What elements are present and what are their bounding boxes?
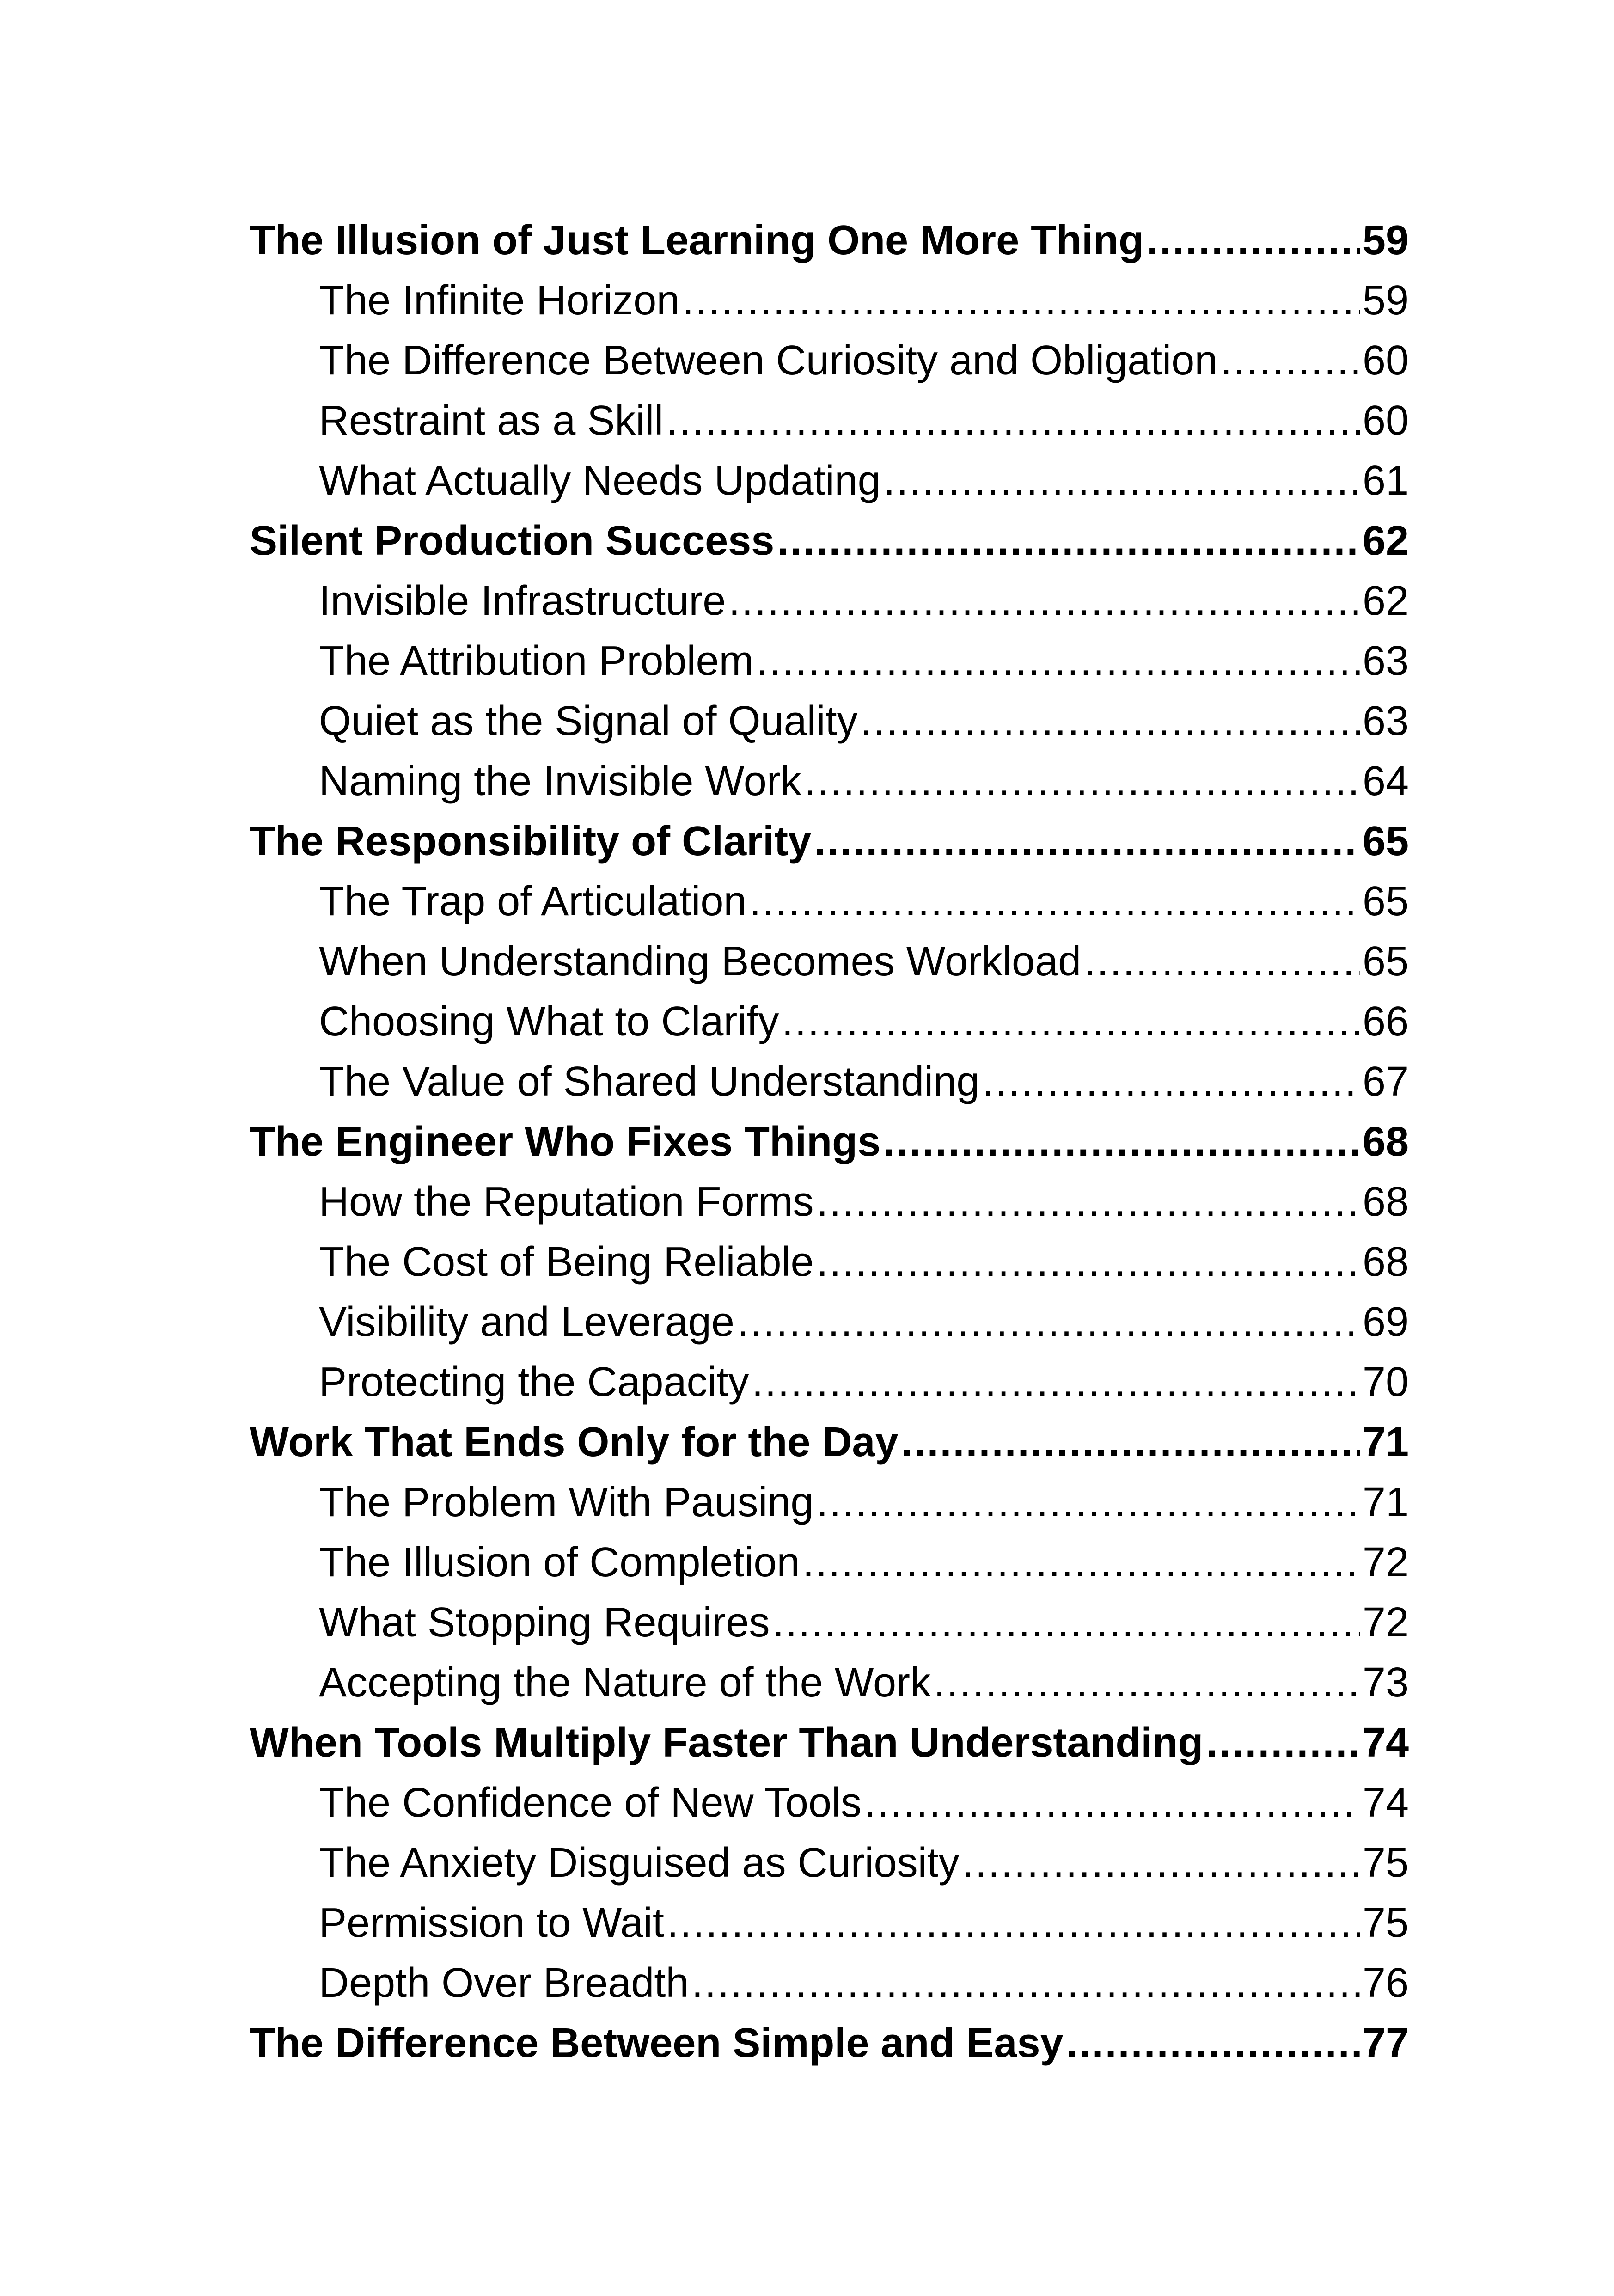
dot-leader [814,811,1360,871]
toc-entry-title: The Attribution Problem [319,638,754,684]
toc-entry-page-number: 60 [1362,337,1409,384]
toc-section-entry [250,1773,1409,1833]
dot-leader [864,1773,1360,1833]
dot-leader [1147,210,1360,270]
toc-entry-page-number: 75 [1362,1840,1409,1886]
toc-entry-page-number: 71 [1362,1419,1409,1465]
toc-chapter-entry [250,2013,1409,2073]
toc-section-entry [250,1352,1409,1412]
toc-entry-title: The Confidence of New Tools [319,1780,862,1826]
toc-entry-title: Accepting the Nature of the Work [319,1659,931,1706]
dot-leader [803,1532,1360,1592]
dot-leader [728,571,1360,631]
toc-entry-title: Choosing What to Clarify [319,998,779,1045]
toc-section-entry [250,1172,1409,1232]
toc-entry-title: The Difference Between Curiosity and Obligation [319,337,1218,384]
toc-entry-page-number: 73 [1362,1659,1409,1706]
toc-entry-title: Work That Ends Only for the Day [250,1419,899,1465]
toc-entry-page-number: 65 [1362,878,1409,925]
dot-leader [1084,931,1360,992]
toc-chapter-entry [250,1112,1409,1172]
toc-chapter-entry [250,511,1409,571]
dot-leader [816,1472,1359,1532]
dot-leader [691,1953,1359,2013]
toc-entry-page-number: 60 [1362,398,1409,444]
toc-section-entry [250,391,1409,451]
toc-entry-title: The Responsibility of Clarity [250,818,812,864]
dot-leader [1066,2013,1360,2073]
toc-entry-title: How the Reputation Forms [319,1179,814,1225]
toc-chapter-entry [250,210,1409,270]
toc-entry-page-number: 67 [1362,1059,1409,1105]
dot-leader [1206,1713,1360,1773]
toc-entry-title: The Value of Shared Understanding [319,1059,980,1105]
toc-entry-page-number: 77 [1362,2020,1409,2066]
dot-leader [804,751,1360,811]
toc-entry-page-number: 59 [1362,217,1409,263]
toc-section-entry [250,331,1409,391]
toc-section-entry [250,1292,1409,1352]
dot-leader [861,691,1360,751]
toc-section-entry [250,751,1409,811]
toc-chapter-entry [250,1713,1409,1773]
toc-entry-page-number: 68 [1362,1119,1409,1165]
dot-leader [816,1172,1359,1232]
toc-entry-title: Restraint as a Skill [319,398,664,444]
toc-chapter-entry [250,1412,1409,1472]
toc-entry-page-number: 71 [1362,1479,1409,1525]
toc-entry-page-number: 61 [1362,458,1409,504]
toc-section-entry [250,992,1409,1052]
toc-entry-title: The Problem With Pausing [319,1479,814,1525]
toc-section-entry [250,1833,1409,1893]
toc-section-entry [250,1653,1409,1713]
toc-entry-page-number: 68 [1362,1239,1409,1285]
toc-entry-title: When Understanding Becomes Workload [319,938,1082,985]
toc-entry-page-number: 62 [1362,518,1409,564]
toc-section-entry [250,1893,1409,1953]
toc-section-entry [250,1532,1409,1592]
toc-entry-page-number: 65 [1362,818,1409,864]
table-of-contents [250,210,1409,2073]
dot-leader [682,270,1360,331]
toc-entry-title: Permission to Wait [319,1900,664,1946]
toc-entry-title: The Cost of Being Reliable [319,1239,814,1285]
toc-entry-title: The Engineer Who Fixes Things [250,1119,881,1165]
toc-entry-title: The Trap of Articulation [319,878,747,925]
dot-leader [777,511,1360,571]
dot-leader [782,992,1359,1052]
toc-section-entry [250,1592,1409,1653]
dot-leader [982,1052,1360,1112]
toc-section-entry [250,1472,1409,1532]
toc-entry-page-number: 63 [1362,698,1409,744]
toc-entry-title: The Illusion of Completion [319,1539,800,1586]
toc-section-entry [250,1052,1409,1112]
toc-section-entry [250,451,1409,511]
toc-entry-page-number: 75 [1362,1900,1409,1946]
dot-leader [667,1893,1360,1953]
toc-entry-page-number: 68 [1362,1179,1409,1225]
toc-section-entry [250,1232,1409,1292]
toc-entry-page-number: 74 [1362,1780,1409,1826]
dot-leader [752,1352,1360,1412]
toc-entry-title: Protecting the Capacity [319,1359,749,1405]
dot-leader [901,1412,1360,1472]
toc-section-entry [250,931,1409,992]
toc-section-entry [250,270,1409,331]
dot-leader [737,1292,1360,1352]
toc-section-entry [250,691,1409,751]
toc-entry-title: What Actually Needs Updating [319,458,881,504]
toc-entry-page-number: 74 [1362,1720,1409,1766]
toc-entry-page-number: 72 [1362,1539,1409,1586]
dot-leader [884,451,1360,511]
dot-leader [666,391,1360,451]
toc-entry-page-number: 76 [1362,1960,1409,2006]
toc-entry-page-number: 70 [1362,1359,1409,1405]
toc-section-entry [250,631,1409,691]
dot-leader [962,1833,1360,1893]
toc-entry-page-number: 69 [1362,1299,1409,1345]
toc-entry-page-number: 63 [1362,638,1409,684]
toc-entry-page-number: 72 [1362,1599,1409,1646]
toc-entry-title: The Anxiety Disguised as Curiosity [319,1840,960,1886]
toc-entry-page-number: 59 [1362,277,1409,324]
dot-leader [934,1653,1360,1713]
dot-leader [817,1232,1360,1292]
dot-leader [883,1112,1360,1172]
toc-entry-page-number: 65 [1362,938,1409,985]
toc-entry-title: The Infinite Horizon [319,277,680,324]
toc-entry-page-number: 62 [1362,578,1409,624]
toc-entry-title: The Illusion of Just Learning One More Thing [250,217,1144,263]
toc-section-entry [250,1953,1409,2013]
toc-section-entry [250,571,1409,631]
toc-entry-title: Quiet as the Signal of Quality [319,698,858,744]
toc-entry-title: Visibility and Leverage [319,1299,734,1345]
toc-entry-title: The Difference Between Simple and Easy [250,2020,1064,2066]
dot-leader [756,631,1359,691]
toc-entry-title: What Stopping Requires [319,1599,770,1646]
toc-section-entry [250,871,1409,931]
toc-entry-page-number: 64 [1362,758,1409,804]
dot-leader [1220,331,1359,391]
toc-entry-title: When Tools Multiply Faster Than Understanding [250,1720,1204,1766]
toc-entry-title: Invisible Infrastructure [319,578,726,624]
dot-leader [750,871,1360,931]
toc-entry-page-number: 66 [1362,998,1409,1045]
dot-leader [773,1592,1360,1653]
toc-entry-title: Depth Over Breadth [319,1960,689,2006]
toc-entry-title: Silent Production Success [250,518,775,564]
toc-chapter-entry [250,811,1409,871]
toc-entry-title: Naming the Invisible Work [319,758,801,804]
